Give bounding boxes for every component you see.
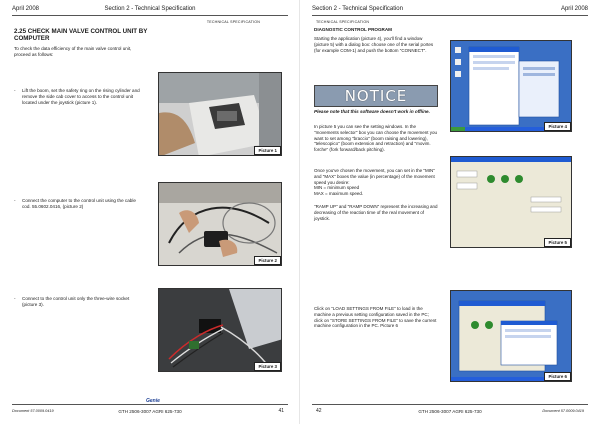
picture-3-photo (158, 288, 282, 372)
section-title: 2.25 CHECK MAIN VALVE CONTROL UNIT BY COMPUTER (14, 28, 148, 42)
load-store-settings-image (451, 291, 572, 382)
header-section: Section 2 - Technical Specification (104, 5, 196, 12)
page-footer (12, 404, 288, 416)
notice-banner (314, 85, 438, 107)
footer-model: GTH 2506-3007 AGRI 625-730 (418, 409, 482, 414)
picture-1-photo (158, 72, 282, 156)
picture-caption: Picture 1 (254, 146, 281, 155)
page-header (312, 4, 588, 16)
picture-caption: Picture 4 (544, 122, 571, 131)
paragraph-movements: In picture 5 you can see the setting windows. In the "movements selector" box you can choose the movement you want to set among "braccio" (boom raising and lowering), "telescopico" (boom extension and retraction) and "movim. forche" (fork forward/back pitching). (314, 124, 438, 153)
intro-text: To check the data efficiency of the main valve control unit, proceed as follows: (14, 46, 132, 57)
picture-caption: Picture 3 (254, 362, 281, 371)
step-2 (14, 198, 144, 210)
step-dash: - (14, 296, 16, 301)
settings-window-image (451, 157, 572, 248)
step-3 (14, 296, 144, 308)
picture-2-photo (158, 182, 282, 266)
header-date: April 2008 (560, 5, 588, 12)
footer-doc-number: Document 57.0009.0419 (542, 409, 584, 413)
step-text: Connect the computer to the control unit using the cable cod. 55.0602.0416, (picture 2) (22, 198, 136, 209)
picture-caption: Picture 5 (544, 238, 571, 247)
picture-4-screenshot (450, 40, 572, 132)
min-speed-line: MIN = minimum speed (314, 185, 360, 191)
subheader: TECHNICAL SPECIFICATION (206, 20, 260, 24)
three-wire-socket-image (159, 289, 282, 372)
step-dash: - (14, 88, 16, 93)
step-text: Connect to the control unit only the three-wire socket (picture 3). (22, 296, 130, 307)
header-date: April 2008 (12, 5, 40, 12)
speed-intro: Once you've chosen the movement, you can set in the "MIN" and "MAX" boxes the value (in percentage) of the movement speed you desire: (314, 168, 435, 185)
subheader: TECHNICAL SPECIFICATION (316, 20, 370, 24)
windows-desktop-image (451, 41, 572, 132)
max-speed-line: MAX = maximum speed. (314, 191, 364, 197)
step-1 (14, 88, 144, 106)
right-page (300, 0, 600, 424)
machine-panel-image (159, 73, 282, 156)
footer-model: GTH 2506-3007 AGRI 625-730 (118, 409, 182, 414)
page-header (12, 4, 288, 16)
picture-caption: Picture 2 (254, 256, 281, 265)
footer-page-number: 41 (278, 408, 284, 414)
step-text: Lift the boom, set the safety ring on the rising cylinder and remove the side cab cover to access to the control unit located under the joystick (picture 1). (22, 88, 140, 105)
page-footer (312, 404, 588, 416)
section-title: DIAGNOSTIC CONTROL PROGRAM (314, 27, 393, 32)
footer-doc-number: Document 57.0009.0419 (12, 409, 54, 413)
paragraph-intro: Starting the application (picture 4), you'll find a window (picture 5) with a dialog box: choose one of the serial portes (for example COM-1) and push the bottom "CONNECT". (314, 36, 434, 53)
notice-text: Please note that this software doesn't work in offline. (314, 109, 430, 114)
paragraph-speed (314, 168, 438, 197)
paragraph-settings: Click on "LOAD SETTINGS FROM FILE" to load in the machine a previous setting configuration saved in the PC; click on "STORE SETTINGS FROM FILE" to save the current machine configuration in the PC. Picture 6 (314, 306, 437, 329)
picture-caption: Picture 6 (544, 372, 571, 381)
header-section: Section 2 - Technical Specification (312, 5, 403, 12)
cable-connection-image (159, 183, 282, 266)
paragraph-ramp: "RAMP UP" and "RAMP DOWN" represent the increasing and decreasing of the reaction time of the real movement of joystick. (314, 204, 438, 221)
step-dash: - (14, 198, 16, 203)
footer-page-number: 42 (316, 408, 322, 414)
picture-5-screenshot (450, 156, 572, 248)
genie-logo: Genie (146, 398, 160, 404)
notice-label: NOTICE (344, 87, 408, 105)
picture-6-screenshot (450, 290, 572, 382)
